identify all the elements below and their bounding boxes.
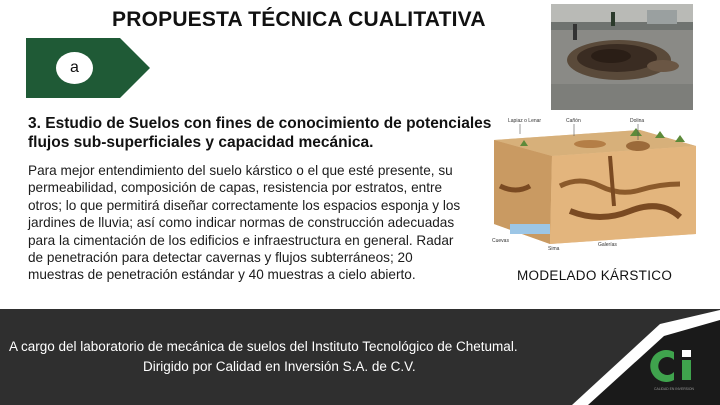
footer-credit-line: A cargo del laboratorio de mecánica de suelos del Instituto Tecnológico de Chetumal. [9,339,518,354]
logo-text: CALIDAD EN INVERSION [654,387,694,391]
section-letter-badge: a [56,52,93,84]
section-body-text: Para mejor entendimiento del suelo kárstico o el que esté presente, su permeabilidad, composición de capas, resistencia por estratos, entre otros; lo que permitirá diseñar correctamente los espacios esponja y los jardines de lluvia; así como indicar normas de construcción adecuadas para la cimentación de los edificios e infraestructura en general. Radar de penetración para detectar cavernas y flujos subterráneos; 20 muestras de penetración estándar y 40 muestras a cielo abierto. [28,163,461,283]
karst-label-dolina: Dolina [630,118,645,124]
karst-label-sima: Sima [548,246,560,252]
page-title: PROPUESTA TÉCNICA CUALITATIVA [112,8,486,31]
karst-label-canon: Cañón [566,118,581,124]
sinkhole-photo [551,4,693,110]
karst-label-lapiaz: Lapiaz o Lenar [508,118,542,124]
footer-director-line: Dirigido por Calidad en Inversión S.A. de C.V. [143,359,416,374]
karst-label-galerias: Galerías [598,242,617,248]
karst-diagram [490,116,700,254]
karst-label-cuevas: Cuevas [492,238,509,244]
company-logo [648,344,708,394]
diagram-caption: MODELADO KÁRSTICO [517,268,673,283]
section-heading: 3. Estudio de Suelos con fines de conocimiento de potenciales flujos sub-superficiales y capacidad mecánica. [28,115,492,151]
